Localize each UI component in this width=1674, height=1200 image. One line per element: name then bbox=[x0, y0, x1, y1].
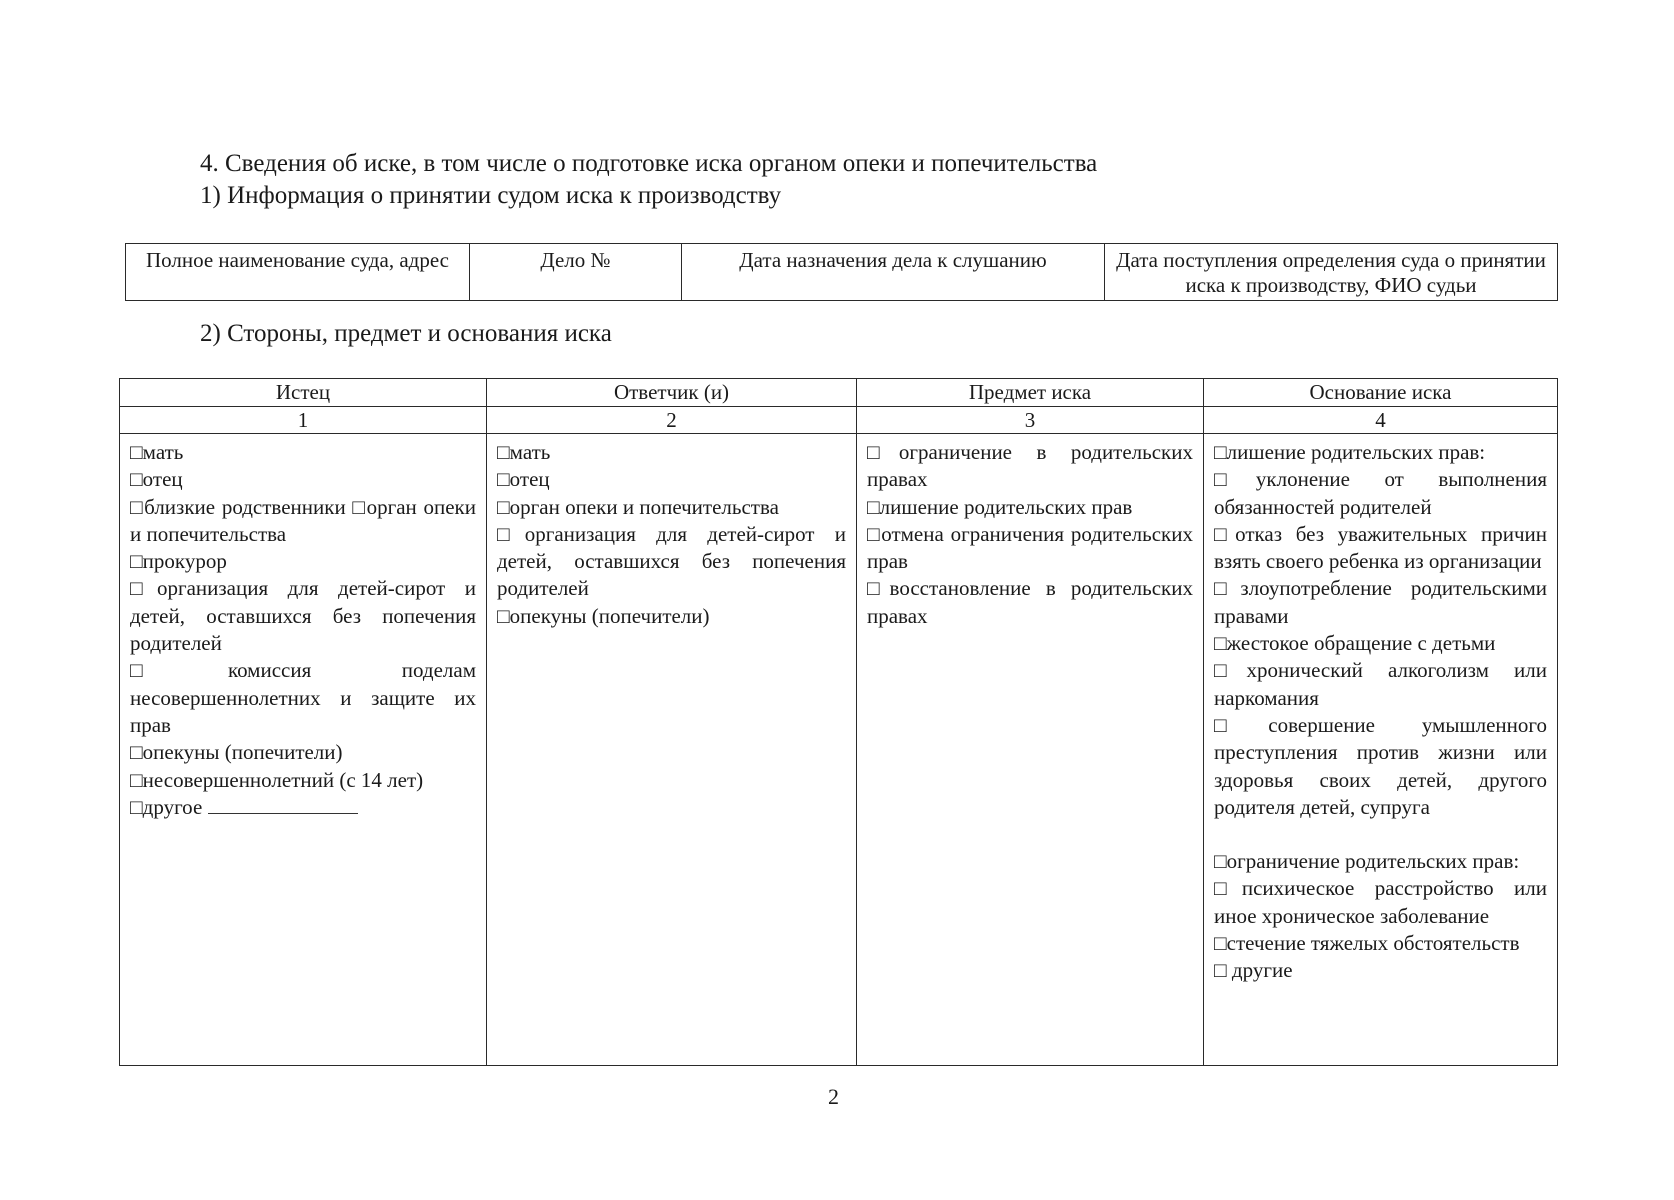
plaintiff-option-guardians: □опекуны (попечители) bbox=[130, 740, 343, 765]
plaintiff-option-prosecutor: □прокурор bbox=[130, 549, 227, 574]
plaintiff-option-father: □отец bbox=[130, 467, 183, 492]
basis-option-refusal: □отказ без уважительных причин взять своего ребенка из организации bbox=[1214, 521, 1547, 574]
column-number: 1 bbox=[120, 407, 487, 434]
case-number-header: Дело № bbox=[470, 244, 682, 301]
court-acceptance-table bbox=[125, 243, 1558, 301]
plaintiff-options-cell bbox=[120, 434, 487, 1066]
basis-option-other: □ другие bbox=[1214, 958, 1293, 983]
basis-option-crime: □совершение умышленного преступления против жизни или здоровья своих детей, другого родителя детей, супруга bbox=[1214, 712, 1547, 819]
court-table-header-row bbox=[126, 244, 1558, 301]
defendant-option-orphan-organization: □организация для детей-сирот и детей, оставшихся без попечения родителей bbox=[497, 521, 846, 601]
defendant-option-mother: □мать bbox=[497, 440, 551, 464]
parties-table-header-row bbox=[120, 379, 1558, 407]
claim-subject-options-cell bbox=[857, 434, 1204, 1066]
basis-option-cruelty: □жестокое обращение с детьми bbox=[1214, 631, 1496, 656]
parties-claim-table bbox=[119, 378, 1558, 1066]
basis-option-abuse-of-rights: □злоупотребление родительскими правами bbox=[1214, 576, 1547, 628]
other-blank-line bbox=[208, 799, 358, 814]
options-row bbox=[120, 434, 1558, 1066]
section-title: 4. Сведения об иске, в том числе о подготовке иска органом опеки и попечительства bbox=[200, 150, 1098, 177]
subject-option-restoration: □восстановление в родительских правах bbox=[867, 576, 1193, 628]
plaintiff-header: Истец bbox=[120, 379, 487, 407]
defendant-option-guardians: □опекуны (попечители) bbox=[497, 603, 710, 628]
column-number: 4 bbox=[1204, 407, 1558, 434]
defendant-option-father: □отец bbox=[497, 467, 550, 492]
hearing-date-header: Дата назначения дела к слушанию bbox=[682, 244, 1105, 301]
defendant-header: Ответчик (и) bbox=[487, 379, 857, 407]
plaintiff-option-minors-commission: □комиссия поделам несовершеннолетних и защите их прав bbox=[130, 658, 476, 737]
subject-option-deprivation: □лишение родительских прав bbox=[867, 494, 1133, 519]
defendant-option-guardianship-body: □орган опеки и попечительства bbox=[497, 494, 779, 519]
basis-option-evasion: □уклонение от выполнения обязанностей родителей bbox=[1214, 467, 1547, 519]
column-number: 3 bbox=[857, 407, 1204, 434]
page-number: 2 bbox=[828, 1084, 839, 1109]
plaintiff-option-other bbox=[130, 794, 476, 821]
basis-option-hard-circumstances: □стечение тяжелых обстоятельств bbox=[1214, 931, 1520, 956]
basis-restriction-heading: □ограничение родительских прав: bbox=[1214, 849, 1520, 874]
subject-option-cancel-restriction: □отмена ограничения родительских прав bbox=[867, 521, 1193, 574]
basis-option-mental-disorder: □психическое расстройство или иное хроническое заболевание bbox=[1214, 876, 1547, 928]
defendant-options-cell bbox=[487, 434, 857, 1066]
claim-subject-header: Предмет иска bbox=[857, 379, 1204, 407]
column-number: 2 bbox=[487, 407, 857, 434]
subject-option-restriction: □ограничение в родительских правах bbox=[867, 440, 1193, 492]
plaintiff-option-other-label: □другое bbox=[130, 794, 203, 819]
plaintiff-option-relatives-guardianship: □близкие родственники □орган опеки и попечительства bbox=[130, 494, 476, 546]
subsection-court-info-title: 1) Информация о принятии судом иска к производству bbox=[200, 182, 782, 209]
court-name-header: Полное наименование суда, адрес bbox=[126, 244, 470, 301]
subsection-parties-title: 2) Стороны, предмет и основания иска bbox=[200, 320, 612, 347]
column-number-row bbox=[120, 407, 1558, 434]
basis-option-alcoholism: □хронический алкоголизм или наркомания bbox=[1214, 658, 1547, 710]
claim-basis-options-cell bbox=[1204, 434, 1558, 1066]
claim-basis-header: Основание иска bbox=[1204, 379, 1558, 407]
plaintiff-option-mother: □мать bbox=[130, 440, 184, 464]
plaintiff-option-orphan-organization: □организация для детей-сирот и детей, оставшихся без попечения родителей bbox=[130, 576, 476, 656]
acceptance-date-judge-header: Дата поступления определения суда о принятии иска к производству, ФИО судьи bbox=[1105, 244, 1558, 301]
basis-deprivation-heading: □лишение родительских прав: bbox=[1214, 440, 1486, 464]
plaintiff-option-minor-14: □несовершеннолетний (с 14 лет) bbox=[130, 767, 424, 792]
basis-spacer bbox=[1214, 821, 1547, 848]
